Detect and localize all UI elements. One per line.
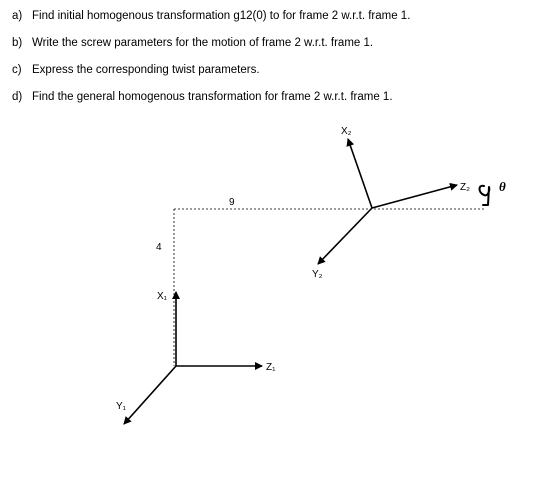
- frame1-y-label: Y₁: [116, 401, 127, 412]
- rotation-annotation: [480, 179, 507, 205]
- question-label: b): [12, 37, 23, 49]
- dimension-lines: [156, 197, 484, 366]
- frame2-x-axis: [348, 139, 372, 208]
- question-text: Find initial homogenous transformation g12(0) to for frame 2 w.r.t. frame 1.: [32, 10, 411, 22]
- question-text: Write the screw parameters for the motion of frame 2 w.r.t. frame 1.: [32, 37, 374, 49]
- frame2-y-axis: [318, 208, 372, 264]
- frame2-y-label: Y₂: [312, 269, 323, 280]
- frame1-x-label: X₁: [157, 291, 168, 302]
- vertical-dimension-label: 4: [156, 242, 162, 253]
- question-label: c): [12, 64, 22, 76]
- frame2-z-axis: [372, 185, 457, 208]
- frame2-x-label: X₂: [341, 126, 352, 137]
- horizontal-dimension-label: 9: [229, 197, 235, 208]
- question-text: Find the general homogenous transformation for frame 2 w.r.t. frame 1.: [32, 91, 393, 103]
- frame-2: [312, 126, 470, 280]
- question-text: Express the corresponding twist parameters.: [32, 64, 260, 76]
- frame2-z-label: Z₂: [460, 182, 470, 193]
- rotation-angle-label: θ: [499, 179, 506, 194]
- frame-1: [116, 291, 276, 424]
- frame1-z-label: Z₁: [266, 362, 276, 373]
- rotation-arrow-icon: [480, 186, 490, 205]
- question-label: d): [12, 91, 23, 103]
- question-label: a): [12, 10, 23, 22]
- frame1-y-axis: [124, 366, 176, 424]
